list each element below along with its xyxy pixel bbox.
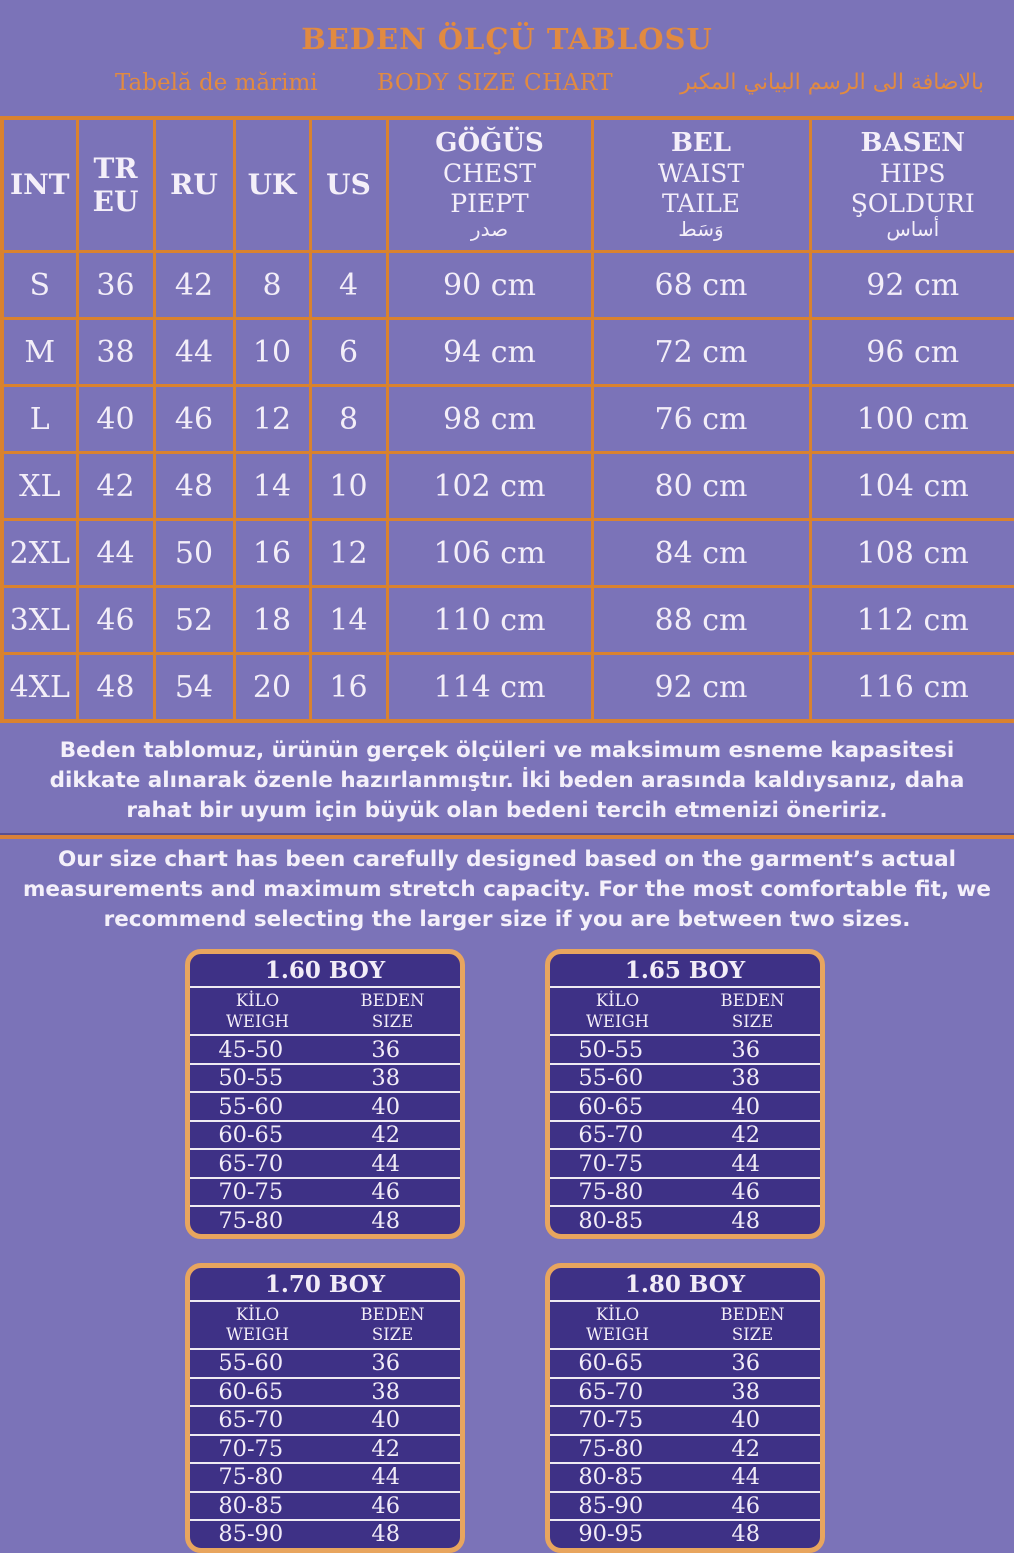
size-value: 44	[672, 1151, 821, 1177]
height-table-row	[550, 1464, 820, 1493]
weight-range: 75-80	[550, 1436, 672, 1462]
size-value-cell: 36	[77, 252, 154, 319]
size-value-cell: 94 cm	[387, 319, 592, 386]
weight-header-line: WEIGH	[550, 1325, 685, 1346]
size-value: 42	[672, 1436, 821, 1462]
height-table-row	[190, 1350, 460, 1379]
size-table-row	[2, 654, 1014, 722]
weight-range: 50-55	[550, 1037, 672, 1063]
height-table-row	[190, 1521, 460, 1548]
main-table-header-line: HIPS	[812, 159, 1014, 189]
size-value: 38	[312, 1379, 461, 1405]
height-table-row	[550, 1179, 820, 1208]
weight-range: 60-65	[190, 1379, 312, 1405]
main-table-header-cell	[154, 118, 234, 252]
size-value: 46	[672, 1179, 821, 1205]
height-table-row	[550, 1379, 820, 1408]
weight-range: 55-60	[190, 1350, 312, 1376]
size-value-cell: 38	[77, 319, 154, 386]
height-table-row	[550, 1350, 820, 1379]
weight-range: 65-70	[550, 1379, 672, 1405]
size-value-cell: 46	[154, 386, 234, 453]
size-table-row	[2, 520, 1014, 587]
size-value-cell: 46	[77, 587, 154, 654]
size-value: 36	[312, 1350, 461, 1376]
size-label-cell: S	[2, 252, 77, 319]
size-value-cell: 88 cm	[592, 587, 810, 654]
height-table	[545, 949, 825, 1239]
size-value-cell: 8	[310, 386, 387, 453]
height-table-row	[190, 1379, 460, 1408]
size-value: 48	[312, 1208, 461, 1234]
size-header-line: SIZE	[325, 1325, 460, 1346]
size-value-cell: 50	[154, 520, 234, 587]
weight-header-line: KİLO	[550, 991, 685, 1012]
subtitle-english: BODY SIZE CHART	[377, 70, 613, 96]
height-table-row	[550, 1093, 820, 1122]
height-table-row	[550, 1521, 820, 1548]
size-value-cell: 110 cm	[387, 587, 592, 654]
size-value: 40	[312, 1407, 461, 1433]
main-table-header-cell	[387, 118, 592, 252]
size-value-cell: 96 cm	[810, 319, 1014, 386]
weight-range: 75-80	[190, 1464, 312, 1490]
height-table	[185, 1263, 465, 1553]
size-value-cell: 108 cm	[810, 520, 1014, 587]
size-value: 42	[672, 1122, 821, 1148]
subtitle-row	[0, 70, 1014, 104]
size-value: 42	[312, 1436, 461, 1462]
height-table-row	[190, 1150, 460, 1179]
size-header-line: BEDEN	[325, 1305, 460, 1326]
size-value-cell: 54	[154, 654, 234, 722]
weight-header-line: KİLO	[190, 1305, 325, 1326]
size-value: 44	[672, 1464, 821, 1490]
size-value-cell: 116 cm	[810, 654, 1014, 722]
size-value-cell: 92 cm	[810, 252, 1014, 319]
size-value: 40	[672, 1407, 821, 1433]
weight-header-line: WEIGH	[190, 1325, 325, 1346]
main-table-header-cell	[77, 118, 154, 252]
page-title: BEDEN ÖLÇÜ TABLOSU	[0, 0, 1014, 56]
size-value-cell: 112 cm	[810, 587, 1014, 654]
main-table-header-cell	[592, 118, 810, 252]
weight-range: 60-65	[550, 1350, 672, 1376]
height-table-title: 1.70 BOY	[190, 1268, 460, 1302]
size-label-cell: XL	[2, 453, 77, 520]
size-header	[325, 991, 460, 1032]
main-table-header-line: وَسَط	[594, 218, 809, 242]
main-table-header-line: EU	[79, 185, 153, 218]
height-table-row	[190, 1122, 460, 1151]
size-value-cell: 16	[234, 520, 310, 587]
height-table-row	[550, 1436, 820, 1465]
size-value-cell: 18	[234, 587, 310, 654]
size-value-cell: 52	[154, 587, 234, 654]
size-value: 38	[312, 1065, 461, 1091]
size-value-cell: 92 cm	[592, 654, 810, 722]
weight-range: 75-80	[190, 1208, 312, 1234]
size-label-cell: 2XL	[2, 520, 77, 587]
size-value-cell: 102 cm	[387, 453, 592, 520]
size-value: 44	[312, 1464, 461, 1490]
main-table-header-line: BEL	[594, 128, 809, 159]
size-value-cell: 104 cm	[810, 453, 1014, 520]
weight-header-line: KİLO	[190, 991, 325, 1012]
size-header-line: SIZE	[685, 1012, 820, 1033]
size-value-cell: 80 cm	[592, 453, 810, 520]
weight-range: 60-65	[550, 1094, 672, 1120]
height-table-row	[190, 1179, 460, 1208]
weight-range: 45-50	[190, 1037, 312, 1063]
height-table-title: 1.60 BOY	[190, 954, 460, 988]
weight-header	[190, 1305, 325, 1346]
size-value-cell: 12	[234, 386, 310, 453]
size-header	[685, 1305, 820, 1346]
size-value: 48	[672, 1521, 821, 1547]
main-table-header-line: US	[312, 168, 386, 201]
size-header	[325, 1305, 460, 1346]
weight-range: 85-90	[550, 1493, 672, 1519]
main-table-header-line: GÖĞÜS	[389, 128, 591, 159]
main-table-header-cell	[2, 118, 77, 252]
size-value-cell: 90 cm	[387, 252, 592, 319]
size-value: 40	[312, 1094, 461, 1120]
height-table-row	[550, 1150, 820, 1179]
size-value: 42	[312, 1122, 461, 1148]
subtitle-arabic: بالاضافة الى الرسم البياني المكبر	[680, 70, 984, 95]
weight-range: 70-75	[190, 1436, 312, 1462]
height-tables	[185, 949, 825, 1553]
size-value-cell: 20	[234, 654, 310, 722]
size-value-cell: 48	[154, 453, 234, 520]
size-value-cell: 106 cm	[387, 520, 592, 587]
size-value: 36	[672, 1350, 821, 1376]
weight-range: 60-65	[190, 1122, 312, 1148]
size-value: 46	[672, 1493, 821, 1519]
size-value-cell: 100 cm	[810, 386, 1014, 453]
subtitle-romanian: Tabelă de mărimi	[115, 70, 318, 96]
size-header-line: BEDEN	[325, 991, 460, 1012]
size-value-cell: 16	[310, 654, 387, 722]
size-label-cell: 4XL	[2, 654, 77, 722]
size-table-row	[2, 319, 1014, 386]
size-value: 48	[312, 1521, 461, 1547]
height-table-row	[550, 1407, 820, 1436]
size-header-line: BEDEN	[685, 991, 820, 1012]
size-header-line: SIZE	[325, 1012, 460, 1033]
size-label-cell: L	[2, 386, 77, 453]
size-value: 40	[672, 1094, 821, 1120]
weight-range: 50-55	[190, 1065, 312, 1091]
size-value-cell: 42	[154, 252, 234, 319]
note-english: Our size chart has been carefully designed based on the garment’s actual measurements and maximum stretch capacity. For the most comfortable fit, we recommend selecting the larger size if you are between two sizes.	[12, 845, 1002, 935]
size-table-row	[2, 587, 1014, 654]
main-size-table-body	[2, 252, 1014, 722]
height-table-row	[190, 1065, 460, 1094]
weight-header	[550, 991, 685, 1032]
size-value: 38	[672, 1065, 821, 1091]
size-label-cell: 3XL	[2, 587, 77, 654]
size-value-cell: 48	[77, 654, 154, 722]
weight-header	[550, 1305, 685, 1346]
height-table-header	[550, 988, 820, 1036]
height-table-header	[190, 1302, 460, 1350]
size-header-line: BEDEN	[685, 1305, 820, 1326]
height-table-row	[550, 1207, 820, 1234]
size-value-cell: 10	[234, 319, 310, 386]
height-table-row	[190, 1093, 460, 1122]
height-table-row	[190, 1436, 460, 1465]
note-turkish: Beden tablomuz, ürünün gerçek ölçüleri ve maksimum esneme kapasitesi dikkate alınarak özenle hazırlanmıştır. İki beden arasında kaldıysanız, daha rahat bir uyum için büyük olan bedeni tercih etmenizi öneririz.	[25, 736, 990, 826]
main-table-header-line: BASEN	[812, 128, 1014, 159]
weight-range: 90-95	[550, 1521, 672, 1547]
weight-range: 85-90	[190, 1521, 312, 1547]
height-table-header	[550, 1302, 820, 1350]
weight-header-line: KİLO	[550, 1305, 685, 1326]
size-value-cell: 40	[77, 386, 154, 453]
height-table	[185, 949, 465, 1239]
size-value-cell: 68 cm	[592, 252, 810, 319]
size-value-cell: 42	[77, 453, 154, 520]
section-divider	[0, 835, 1014, 839]
main-table-header-line: أساس	[812, 218, 1014, 242]
weight-range: 70-75	[190, 1179, 312, 1205]
size-value: 46	[312, 1493, 461, 1519]
weight-header	[190, 991, 325, 1032]
size-value: 48	[672, 1208, 821, 1234]
main-table-header-line: UK	[236, 168, 309, 201]
height-table-row	[190, 1207, 460, 1234]
height-table-row	[550, 1065, 820, 1094]
size-table-row	[2, 386, 1014, 453]
height-table-row	[190, 1493, 460, 1522]
size-value-cell: 76 cm	[592, 386, 810, 453]
main-table-header-line: ŞOLDURI	[812, 189, 1014, 219]
size-table-row	[2, 453, 1014, 520]
weight-range: 75-80	[550, 1179, 672, 1205]
weight-range: 70-75	[550, 1151, 672, 1177]
size-table-row	[2, 252, 1014, 319]
main-table-header-row	[2, 118, 1014, 252]
size-value: 44	[312, 1151, 461, 1177]
size-value-cell: 44	[77, 520, 154, 587]
main-table-header-line: PIEPT	[389, 189, 591, 219]
height-table-title: 1.65 BOY	[550, 954, 820, 988]
main-table-header-cell	[310, 118, 387, 252]
size-header-line: SIZE	[685, 1325, 820, 1346]
height-table-row	[190, 1407, 460, 1436]
size-value-cell: 6	[310, 319, 387, 386]
main-size-table	[0, 116, 1014, 723]
height-table-row	[190, 1036, 460, 1065]
weight-range: 80-85	[550, 1464, 672, 1490]
height-table-row	[550, 1036, 820, 1065]
weight-range: 65-70	[190, 1151, 312, 1177]
size-value: 46	[312, 1179, 461, 1205]
weight-range: 65-70	[190, 1407, 312, 1433]
weight-header-line: WEIGH	[190, 1012, 325, 1033]
height-table-title: 1.80 BOY	[550, 1268, 820, 1302]
main-table-header-line: TR	[79, 152, 153, 185]
size-value-cell: 14	[310, 587, 387, 654]
main-table-header-line: CHEST	[389, 159, 591, 189]
weight-range: 80-85	[190, 1493, 312, 1519]
main-table-header-cell	[234, 118, 310, 252]
size-value-cell: 4	[310, 252, 387, 319]
height-table-row	[550, 1122, 820, 1151]
size-label-cell: M	[2, 319, 77, 386]
weight-header-line: WEIGH	[550, 1012, 685, 1033]
size-value-cell: 8	[234, 252, 310, 319]
size-value: 38	[672, 1379, 821, 1405]
weight-range: 80-85	[550, 1208, 672, 1234]
height-table-row	[190, 1464, 460, 1493]
main-table-header-line: WAIST	[594, 159, 809, 189]
size-value-cell: 14	[234, 453, 310, 520]
weight-range: 55-60	[190, 1094, 312, 1120]
size-value: 36	[672, 1037, 821, 1063]
main-table-header-line: TAILE	[594, 189, 809, 219]
size-value-cell: 12	[310, 520, 387, 587]
main-table-header-line: RU	[156, 168, 233, 201]
size-value-cell: 98 cm	[387, 386, 592, 453]
weight-range: 55-60	[550, 1065, 672, 1091]
main-table-header-cell	[810, 118, 1014, 252]
main-table-header-line: INT	[4, 168, 76, 201]
height-table-row	[550, 1493, 820, 1522]
main-size-table-head	[2, 118, 1014, 252]
size-value-cell: 72 cm	[592, 319, 810, 386]
weight-range: 70-75	[550, 1407, 672, 1433]
size-value-cell: 114 cm	[387, 654, 592, 722]
weight-range: 65-70	[550, 1122, 672, 1148]
height-table	[545, 1263, 825, 1553]
size-value-cell: 10	[310, 453, 387, 520]
size-header	[685, 991, 820, 1032]
size-value: 36	[312, 1037, 461, 1063]
size-value-cell: 44	[154, 319, 234, 386]
height-table-header	[190, 988, 460, 1036]
main-table-header-line: صدر	[389, 218, 591, 242]
size-value-cell: 84 cm	[592, 520, 810, 587]
